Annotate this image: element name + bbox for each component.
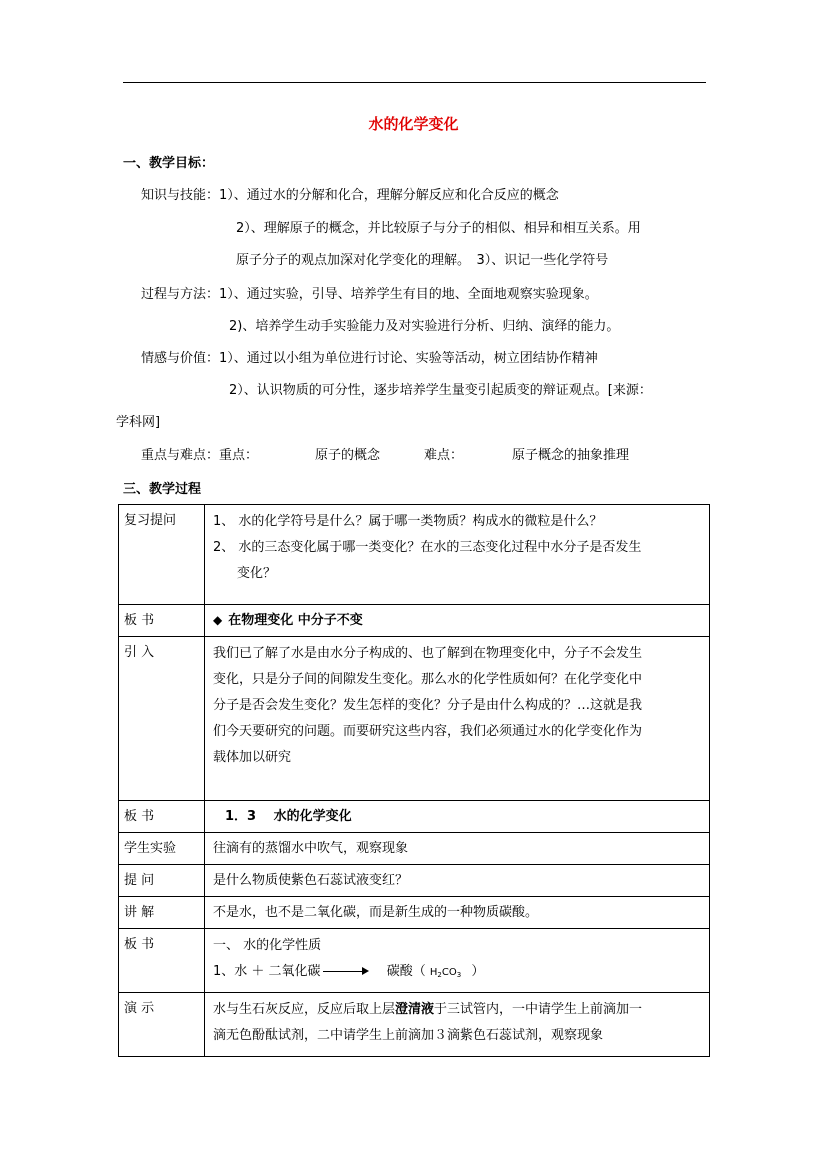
table-row	[119, 833, 710, 865]
cell-line: 2、 水的三态变化属于哪一类变化？在水的三态变化过程中水分子是否发生	[213, 540, 642, 555]
goal-text: 2）、理解原子的概念，并比较原子与分子的相似、相异和相互关系。用	[236, 221, 641, 236]
row-content: 往滴有的蒸馏水中吹气，观察现象	[205, 833, 710, 865]
table-row	[119, 605, 710, 637]
table-row	[119, 801, 710, 833]
cell-line: 我们已了解了水是由水分子构成的、也了解到在物理变化中，分子不会发生	[213, 646, 643, 661]
equation-product: 碳酸（	[386, 964, 426, 979]
cell-line: 在物理变化 中分子不变	[228, 613, 363, 628]
table-row	[119, 505, 710, 605]
cell-line: 水与生石灰反应，反应后取上层澄清液于三试管内，一中请学生上前滴加一	[213, 1002, 643, 1017]
cell-line: 分子是否会发生变化？发生怎样的变化？分子是由什么构成的？…这就是我	[213, 698, 643, 713]
row-content	[205, 637, 710, 801]
row-content: 是什么物质使紫色石蕊试液变红？	[205, 865, 710, 897]
row-label: 板 书	[119, 929, 205, 993]
section-heading-goals: 一、教学目标：	[123, 156, 215, 171]
cell-line: 们今天要研究的问题。而要研究这些内容，我们必须通过水的化学变化作为	[213, 724, 643, 739]
row-label: 板 书	[119, 605, 205, 637]
difficulty-label: 难点：	[424, 448, 464, 463]
goal-text: 2)、培养学生动手实验能力及对实验进行分析、归纳、演绎的能力。	[229, 319, 620, 334]
row-content: 不是水，也不是二氧化碳，而是新生成的一种物质碳酸。	[205, 897, 710, 929]
row-content	[205, 505, 710, 605]
chemical-formula: $H_2CO_3$	[429, 967, 462, 979]
goal-label: 知识与技能：	[141, 188, 220, 203]
cell-line: 一、 水的化学性质	[213, 938, 322, 953]
goal-text: 2）、认识物质的可分性，逐步培养学生量变引起质变的辩证观点。[来源：	[229, 383, 652, 398]
goal-emotion	[141, 350, 598, 368]
keypoint-value: 原子的概念	[315, 448, 381, 463]
row-content	[205, 929, 710, 993]
row-label: 提 问	[119, 865, 205, 897]
table-row	[119, 929, 710, 993]
equation-line	[213, 956, 705, 991]
equation-reactants: 1、水 ＋ 二氧化碳	[213, 964, 321, 979]
equation-close: ）	[471, 964, 485, 979]
keypoints-label: 重点与难点：重点：	[141, 448, 259, 463]
table-row	[119, 897, 710, 929]
goal-text: 学科网]	[116, 415, 161, 430]
table-row	[119, 865, 710, 897]
goal-text: 1）、通过水的分解和化合，理解分解反应和化合反应的概念	[219, 188, 559, 203]
diamond-bullet-icon: ◆	[213, 613, 223, 627]
cell-line: 1、 水的化学符号是什么？属于哪一类物质？构成水的微粒是什么？	[213, 514, 603, 529]
goal-text: 1）、通过以小组为单位进行讨论、实验等活动，树立团结协作精神	[219, 351, 598, 366]
row-label: 演 示	[119, 993, 205, 1057]
row-content	[205, 605, 710, 637]
teaching-process-table	[118, 504, 710, 1057]
row-label: 学生实验	[119, 833, 205, 865]
page-title: 水的化学变化	[368, 115, 459, 133]
cell-line: 变化，只是分子间的间隙发生变化。那么水的化学性质如何？在化学变化中	[213, 672, 643, 687]
cell-line: 载体加以研究	[213, 750, 292, 765]
header-rule	[123, 82, 706, 83]
goal-label: 情感与价值：	[141, 351, 220, 366]
reaction-arrow-icon	[323, 971, 367, 972]
goal-process	[141, 286, 598, 304]
goal-knowledge	[141, 187, 559, 205]
goal-text: 原子分子的观点加深对化学变化的理解。 3）、识记一些化学符号	[236, 253, 609, 268]
cell-line: 变化？	[237, 566, 277, 581]
table-row	[119, 993, 710, 1057]
row-content	[205, 993, 710, 1057]
row-label: 板 书	[119, 801, 205, 833]
emphasis-text: 澄清液	[395, 1002, 435, 1017]
goal-label: 过程与方法：	[141, 287, 220, 302]
row-label: 讲 解	[119, 897, 205, 929]
difficulty-value: 原子概念的抽象推理	[512, 448, 630, 463]
section-heading-process: 三、教学过程	[123, 482, 202, 497]
goal-text: 1）、通过实验，引导、培养学生有目的地、全面地观察实验现象。	[219, 287, 598, 302]
row-content: 1．3 水的化学变化	[205, 801, 710, 833]
table-row	[119, 637, 710, 801]
row-label: 复习提问	[119, 505, 205, 605]
row-label: 引 入	[119, 637, 205, 801]
cell-line: 滴无色酚酞试剂，二中请学生上前滴加３滴紫色石蕊试剂，观察现象	[213, 1028, 604, 1043]
